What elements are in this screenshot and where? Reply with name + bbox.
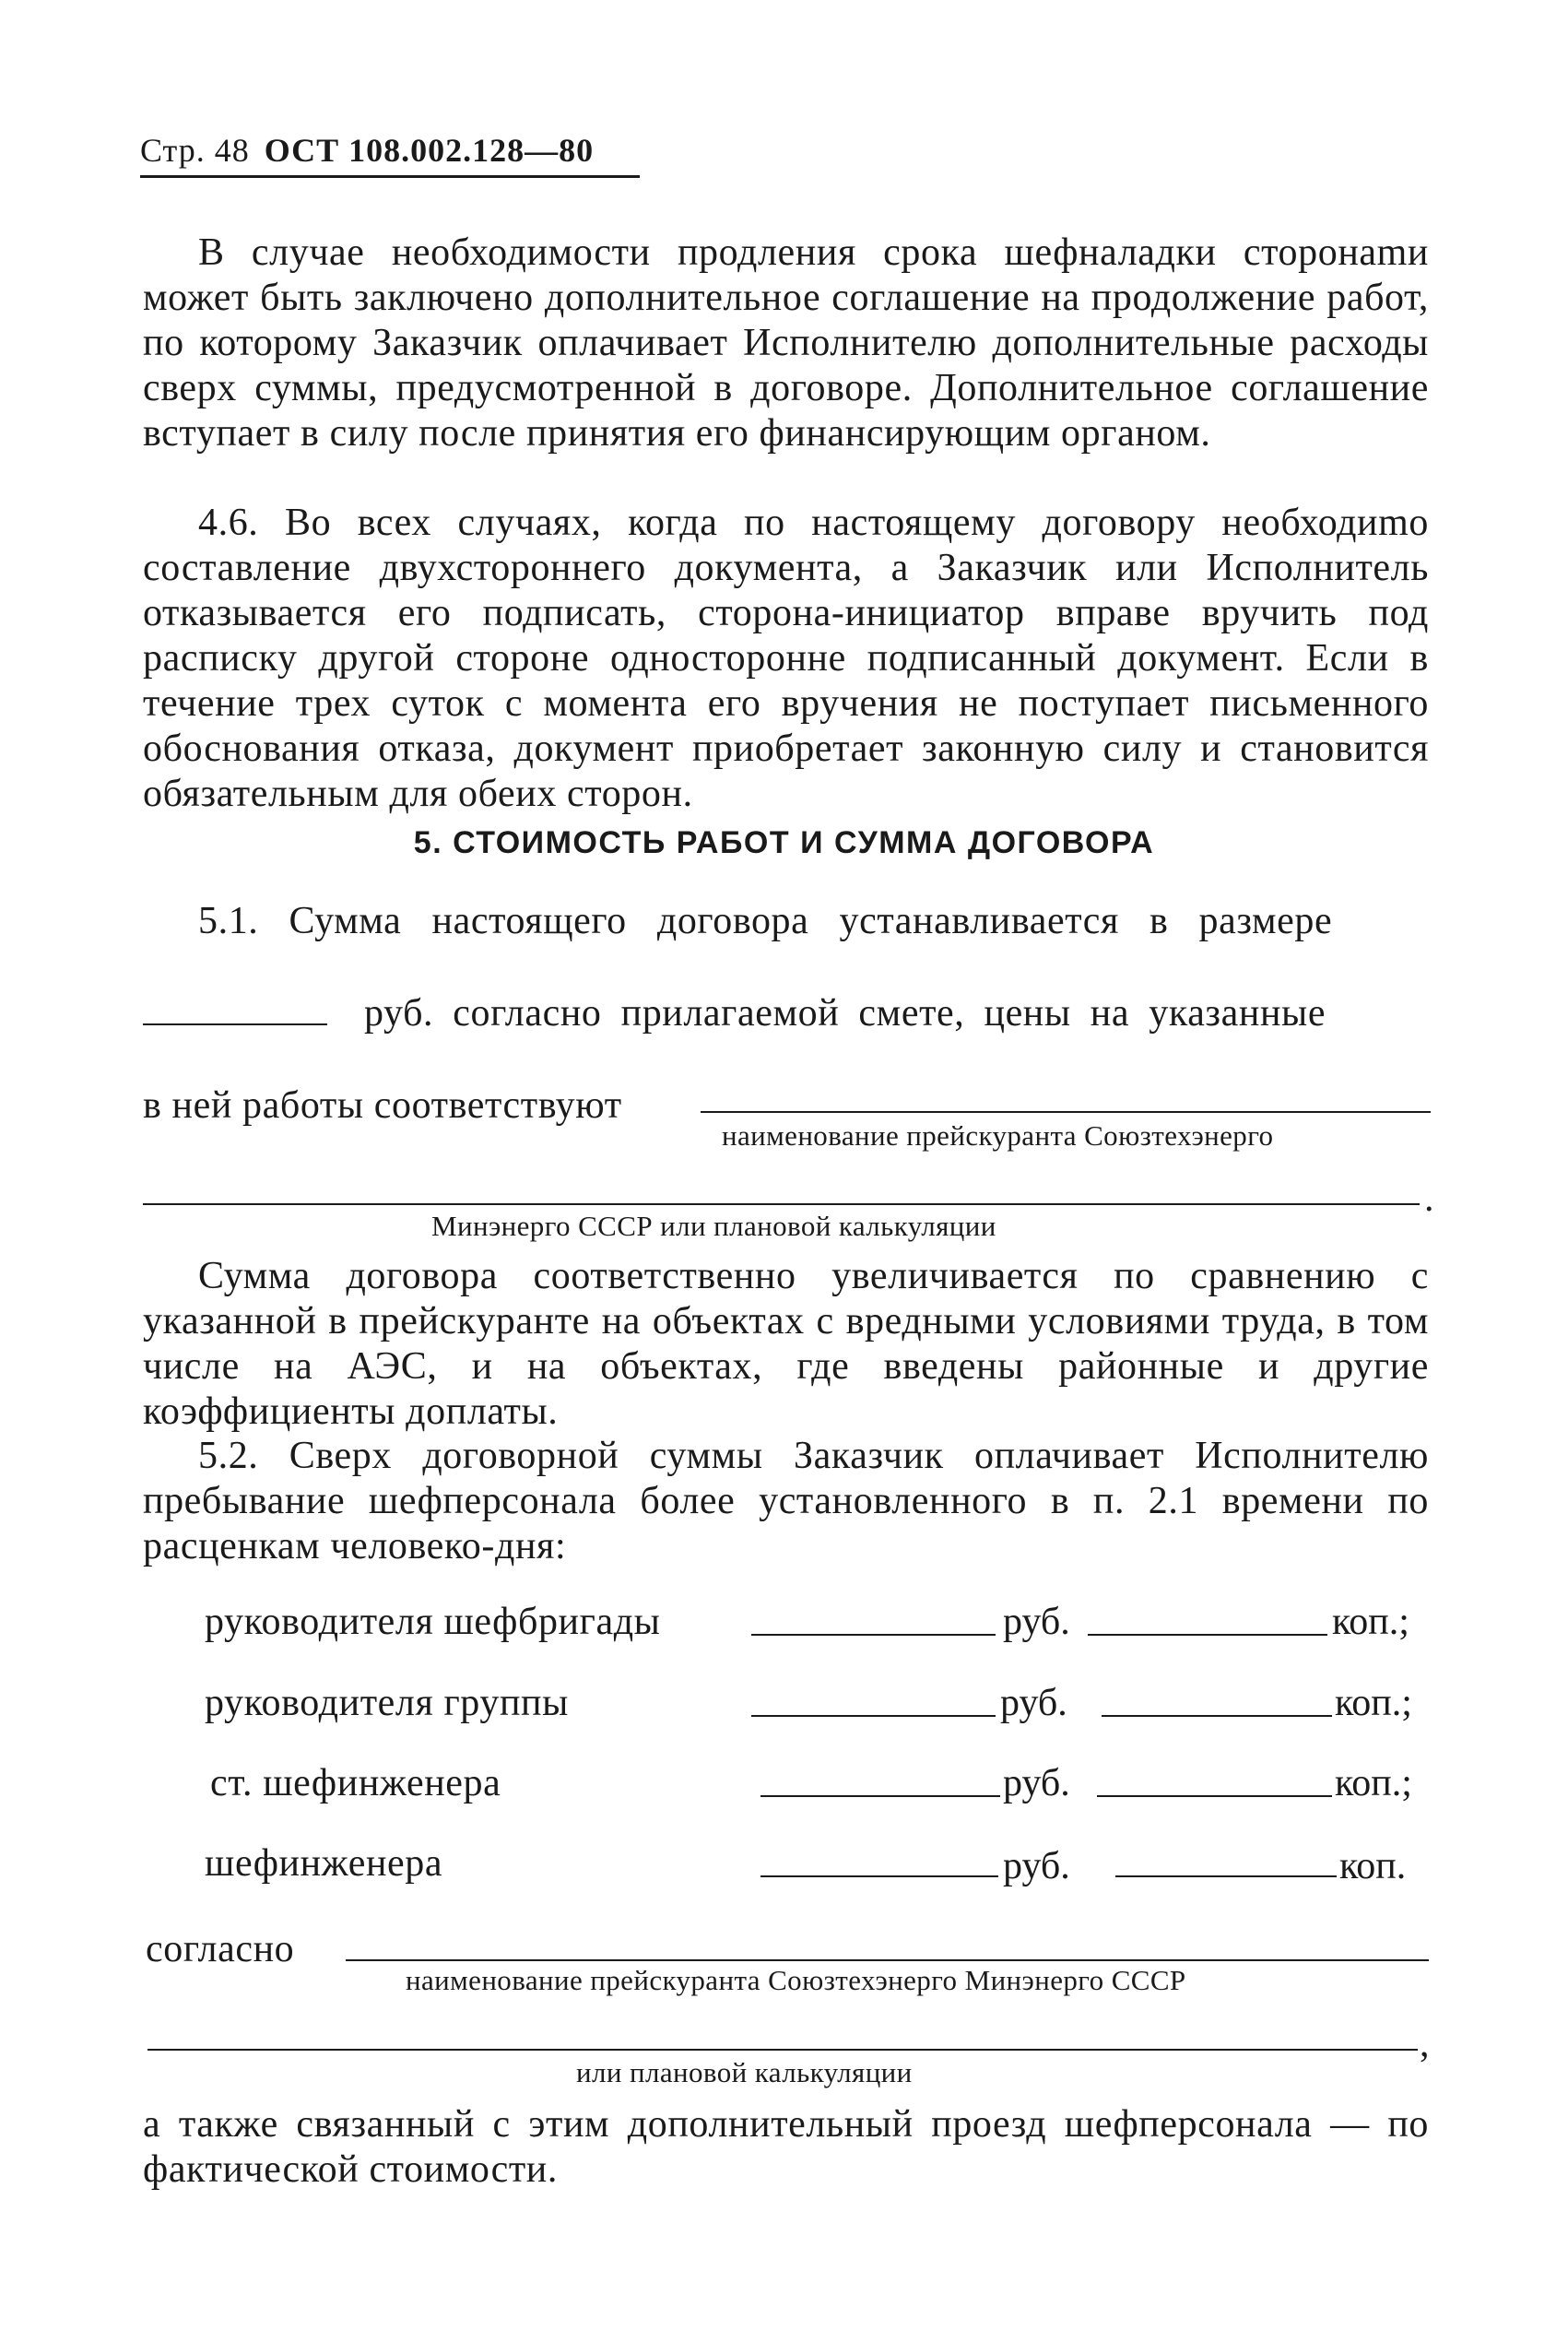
paragraph-sum-increase: Сумма договора соответственно увеличивается по сравнению с указанной в прейскуранте на объектах с вредными условиями труда, в том числе на АЭС, и на объектах, где введены районные и другие коэффициенты доплаты. [143, 1255, 1429, 1433]
header-rule [140, 175, 640, 178]
kop-unit: коп.; [1335, 1682, 1412, 1724]
clause-5-1-line2: руб. согласно прилагаемой смете, цены на указанные [364, 992, 1326, 1035]
rub-unit: руб. [1003, 1845, 1070, 1887]
clause-5-1-line1: 5.1. Сумма настоящего договора устанавливается в размере [198, 900, 1333, 942]
caption-according-price-list: наименование прейскуранта Союзтехэнерго Минэнерго СССР [406, 1964, 1186, 1996]
rate-label: руководителя группы [205, 1682, 569, 1724]
according-blank-1 [346, 1959, 1429, 1961]
according-blank-2 [147, 2049, 1418, 2051]
rub-blank [751, 1634, 996, 1636]
clause-5-1-line3: в ней работы соответствуют [143, 1084, 622, 1127]
rate-label: ст. шефинженера [210, 1762, 501, 1804]
kop-blank [1115, 1875, 1337, 1877]
rate-label: руководителя шефбригады [205, 1601, 661, 1643]
rub-blank [760, 1795, 1000, 1797]
price-list-blank-2 [143, 1203, 1420, 1205]
caption-ministry: Минэнерго СССР или плановой калькуляции [431, 1210, 996, 1242]
comma-mark: , [1420, 2023, 1431, 2065]
page-number: Стр. 48 [140, 132, 250, 169]
caption-price-list: наименование прейскуранта Союзтехэнерго [722, 1119, 1274, 1152]
section-5-heading: 5. СТОИМОСТЬ РАБОТ И СУММА ДОГОВОРА [413, 825, 1155, 860]
rub-blank [751, 1715, 996, 1717]
rub-unit: руб. [1003, 1762, 1070, 1804]
rub-blank [760, 1875, 998, 1877]
kop-blank [1088, 1634, 1327, 1636]
paragraph-4-6: 4.6. Во всех случаях, когда по настоящему договору необходиmo составление двухстороннего документа, а Заказчик или Исполнитель отказывается его подписать, сторона-инициатор вправе вручить под расписку другой стороне односторонне подписанный документ. Если в течение трех суток с момента его вручения не поступает письменного обоснования отказа, документ приобретает законную силу и становится обязательным для обеих сторон. [143, 502, 1429, 815]
kop-unit: коп.; [1332, 1601, 1409, 1643]
kop-unit: коп.; [1335, 1762, 1412, 1804]
caption-calculation: или плановой калькуляции [576, 2056, 913, 2088]
page-header [140, 131, 594, 170]
kop-blank [1102, 1715, 1332, 1717]
kop-blank [1097, 1795, 1332, 1797]
paragraph-travel: а также связанный с этим дополнительный проезд шефперсонала — по фактической стоимости. [143, 2103, 1429, 2191]
standard-code: ОСТ 108.002.128—80 [264, 132, 595, 169]
price-list-blank-1 [701, 1111, 1431, 1113]
rub-unit: руб. [1003, 1601, 1070, 1643]
according-word: согласно [146, 1928, 295, 1970]
paragraph-5-2: 5.2. Сверх договорной суммы Заказчик оплачивает Исполнителю пребывание шефперсонала более установленного в п. 2.1 времени по расценкам человеко-дня: [143, 1435, 1429, 1567]
sum-blank [143, 1023, 327, 1025]
period-mark: . [1424, 1177, 1435, 1220]
kop-unit: коп. [1339, 1845, 1407, 1887]
rub-unit: руб. [1000, 1682, 1067, 1724]
paragraph-extension: В случае необходимости продления срока шефналадки сторонаmи может быть заключено дополнительное соглашение на продолжение работ, по которому Заказчик оплачивает Исполнителю дополнительные расходы сверх суммы, предусмотренной в договоре. Дополнительное соглашение вступает в силу после принятия его финансирующим органом. [143, 231, 1429, 455]
rate-label: шефинженера [205, 1842, 443, 1885]
